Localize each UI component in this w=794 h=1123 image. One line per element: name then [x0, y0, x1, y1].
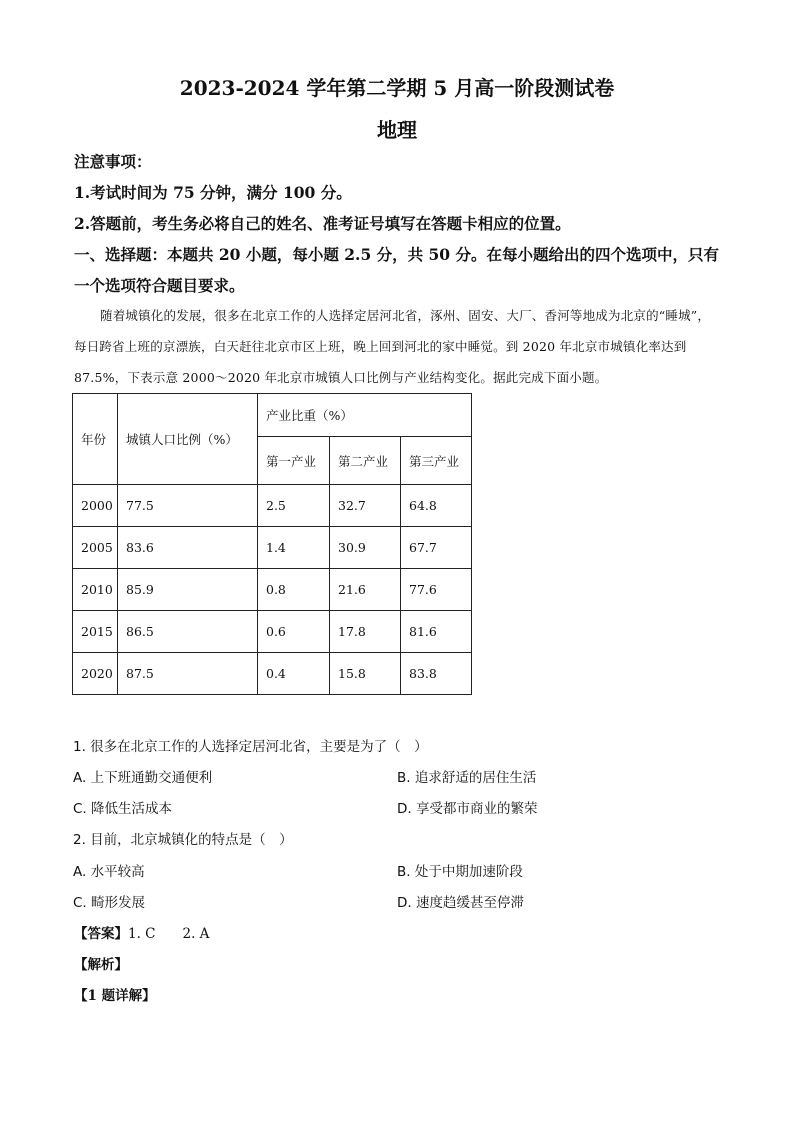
table-header-secondary: 第二产业 — [330, 437, 401, 485]
exam-title: 2023-2024 学年第二学期 5 月高一阶段测试卷 — [179, 76, 615, 100]
cell-urban: 85.9 — [118, 569, 258, 611]
question-2-option-a: A. 水平较高 — [73, 864, 145, 880]
cell-tertiary: 77.6 — [401, 569, 472, 611]
cell-primary: 1.4 — [258, 527, 330, 569]
table-row — [73, 569, 472, 611]
cell-tertiary: 81.6 — [401, 611, 472, 653]
question-1-option-a: A. 上下班通勤交通便利 — [73, 770, 213, 786]
reading-passage: 随着城镇化的发展，很多在北京工作的人选择定居河北省，涿州、固安、大厂、香河等地成为北京的“睡城”，每日跨省上班的京漂族，白天赶往北京市区上班，晚上回到河北的家中睡觉。到 2020 年北京市城镇化率达到 87.5%，下表示意 2000～2020 年北京市城镇人口比例与产业结构变化。据此完成下面小题。 — [74, 308, 711, 385]
question-1-option-b: B. 追求舒适的居住生活 — [397, 770, 537, 786]
question-1-stem: 1. 很多在北京工作的人选择定居河北省，主要是为了（ ） — [73, 739, 428, 755]
table-row — [73, 611, 472, 653]
cell-urban: 87.5 — [118, 653, 258, 695]
cell-primary: 0.4 — [258, 653, 330, 695]
question-1-option-d: D. 享受都市商业的繁荣 — [397, 801, 538, 817]
table-row — [73, 527, 472, 569]
analysis-tag: 【解析】 — [74, 957, 128, 973]
subject-title: 地理 — [377, 118, 417, 142]
cell-urban: 86.5 — [118, 611, 258, 653]
question-2-option-c: C. 畸形发展 — [73, 895, 146, 911]
detail-tag: 【1 题详解】 — [74, 988, 156, 1004]
data-table — [72, 393, 472, 695]
cell-year: 2020 — [73, 653, 118, 695]
question-1-option-c: C. 降低生活成本 — [73, 801, 173, 817]
cell-year: 2000 — [73, 485, 118, 527]
section-instruction-line-2: 一个选项符合题目要求。 — [74, 276, 245, 295]
table-header-primary: 第一产业 — [258, 437, 330, 485]
detail-heading — [74, 984, 156, 1004]
cell-tertiary: 83.8 — [401, 653, 472, 695]
answer-line — [74, 922, 209, 942]
cell-secondary: 17.8 — [330, 611, 401, 653]
table-header-tertiary: 第三产业 — [401, 437, 472, 485]
table-header-year: 年份 — [73, 394, 118, 485]
notes-heading: 注意事项： — [74, 152, 152, 171]
cell-year: 2015 — [73, 611, 118, 653]
question-2-option-d: D. 速度趋缓甚至停滞 — [397, 895, 524, 911]
table-header-industry: 产业比重（%） — [258, 394, 472, 437]
cell-primary: 0.8 — [258, 569, 330, 611]
cell-secondary: 32.7 — [330, 485, 401, 527]
section-instruction-line-1: 一、选择题：本题共 20 小题，每小题 2.5 分，共 50 分。在每小题给出的四个选项中，只有 — [74, 245, 719, 264]
question-2-option-b: B. 处于中期加速阶段 — [397, 864, 523, 880]
cell-secondary: 21.6 — [330, 569, 401, 611]
cell-primary: 0.6 — [258, 611, 330, 653]
cell-urban: 83.6 — [118, 527, 258, 569]
cell-tertiary: 67.7 — [401, 527, 472, 569]
cell-urban: 77.5 — [118, 485, 258, 527]
answer-tag: 【答案】 — [74, 926, 128, 942]
cell-secondary: 30.9 — [330, 527, 401, 569]
cell-tertiary: 64.8 — [401, 485, 472, 527]
question-2-stem: 2. 目前，北京城镇化的特点是（ ） — [73, 832, 293, 848]
notes-item-2: 2.答题前，考生务必将自己的姓名、准考证号填写在答题卡相应的位置。 — [74, 214, 571, 233]
answer-text: 1. C 2. A — [128, 926, 210, 942]
table-header-urban-ratio: 城镇人口比例（%） — [118, 394, 258, 485]
table-row — [73, 653, 472, 695]
table-row — [73, 485, 472, 527]
cell-year: 2005 — [73, 527, 118, 569]
cell-year: 2010 — [73, 569, 118, 611]
analysis-heading — [74, 953, 128, 973]
notes-item-1: 1.考试时间为 75 分钟，满分 100 分。 — [74, 183, 352, 202]
cell-secondary: 15.8 — [330, 653, 401, 695]
cell-primary: 2.5 — [258, 485, 330, 527]
